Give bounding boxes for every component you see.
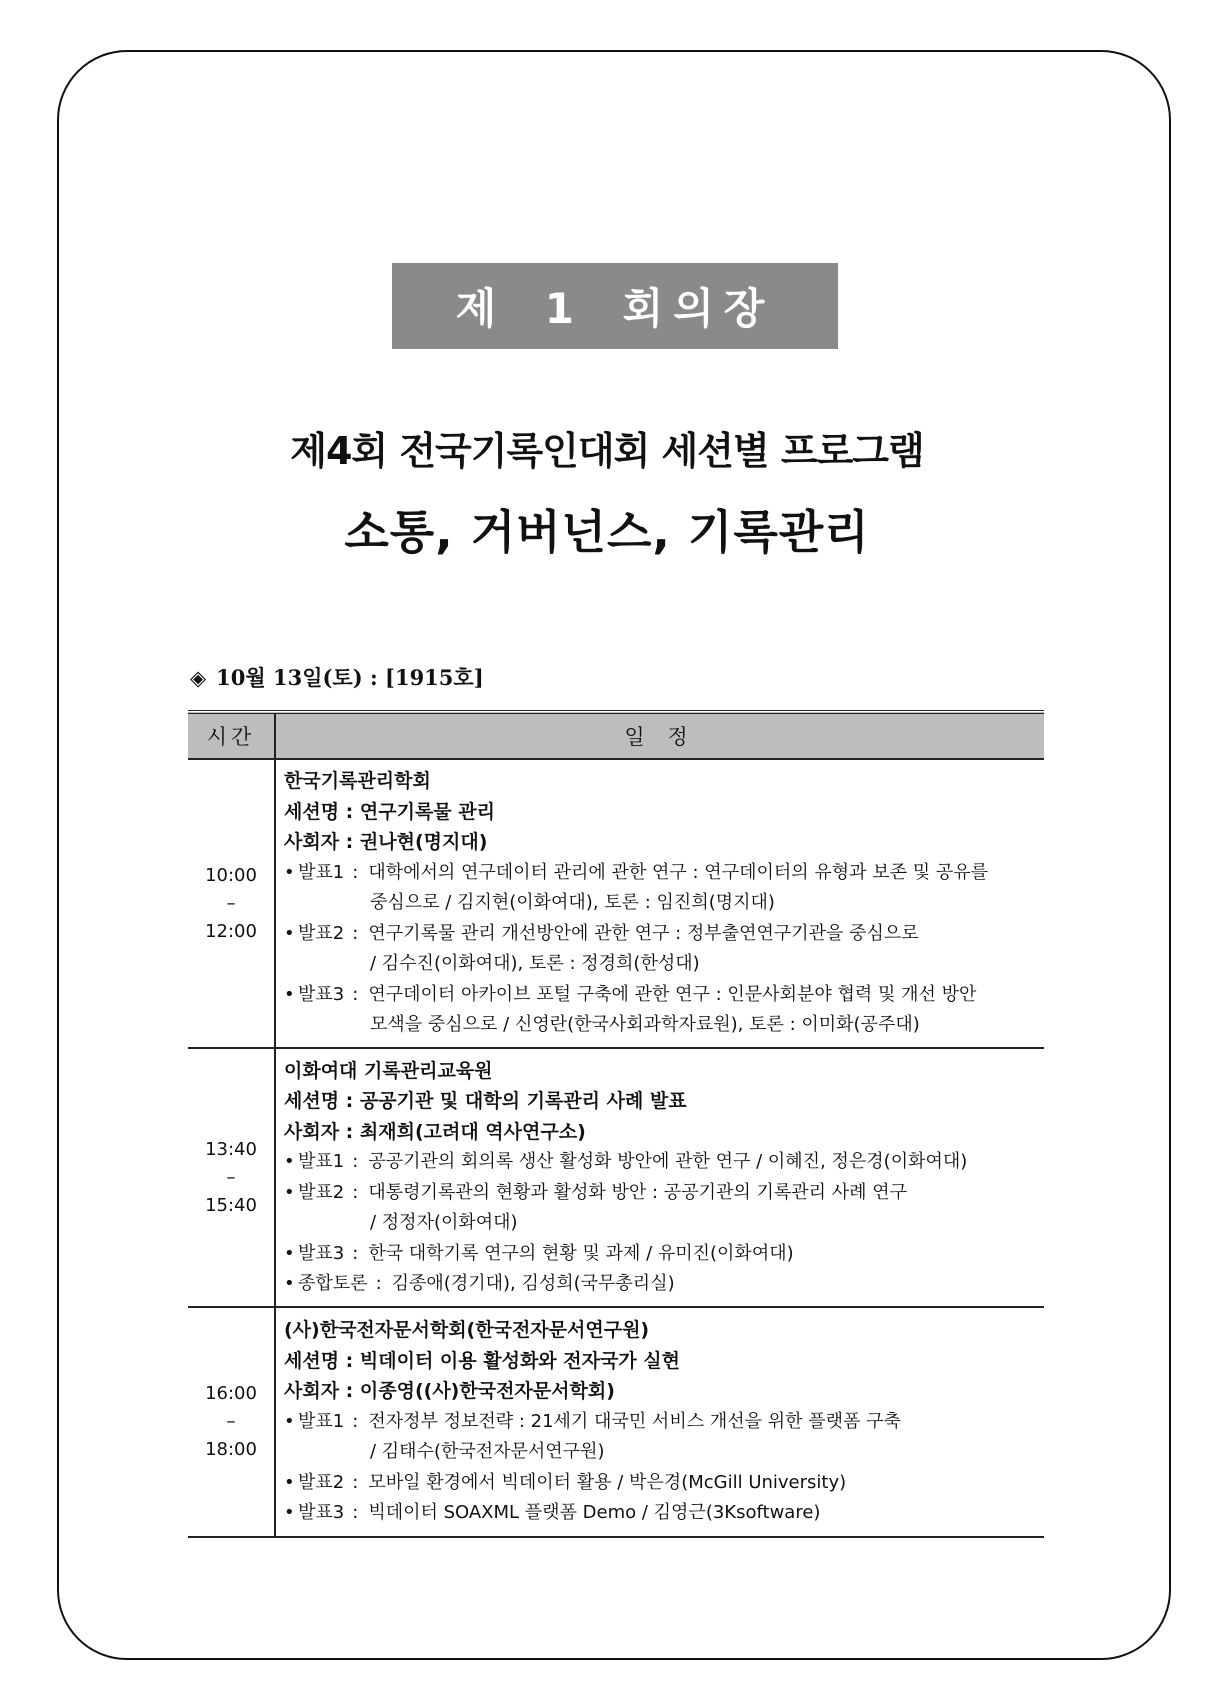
list-item: • 발표1 : 공공기관의 회의록 생산 활성화 방안에 관한 연구 / 이혜진, 정은경(이화여대) <box>284 1147 1044 1178</box>
time-end: 18:00 <box>205 1439 257 1460</box>
organizer: 이화여대 기록관리교육원 <box>284 1059 493 1082</box>
session-name: 세션명 : 공공기관 및 대학의 기록관리 사례 발표 <box>284 1090 687 1112</box>
moderator: 사회자 : 최재희(고려대 역사연구소) <box>284 1120 586 1143</box>
moderator: 사회자 : 이종영((사)한국전자문서학회) <box>284 1380 615 1403</box>
item-text: 연구기록물 관리 개선방안에 관한 연구 : 정부출연연구기관을 중심으로 <box>368 922 919 944</box>
item-label: 발표2 <box>298 1181 345 1203</box>
time-end: 12:00 <box>205 920 257 942</box>
time-start: 10:00 <box>205 864 257 886</box>
list-item: • 발표2 : 대통령기록관의 현황과 활성화 방안 : 공공기관의 기록관리 사례 연구 <box>284 1178 1044 1209</box>
time-cell <box>188 1307 275 1537</box>
organizer: (사)한국전자문서학회(한국전자문서연구원) <box>284 1319 650 1342</box>
list-item: • 발표1 : 전자정부 정보전략 : 21세기 대국민 서비스 개선을 위한 플랫폼 구축 <box>284 1407 1044 1438</box>
item-label: 종합토론 <box>298 1273 368 1294</box>
item-continuation: 중심으로 / 김지현(이화여대), 토론 : 임진희(명지대) <box>370 892 775 914</box>
schedule-cell <box>275 1307 1044 1537</box>
program-title: 제4회 전국기록인대회 세션별 프로그램 <box>290 429 924 473</box>
program-subtitle: 소통, 거버넌스, 기록관리 <box>344 505 870 559</box>
time-cell <box>188 1048 275 1307</box>
item-text: 모바일 환경에서 빅데이터 활용 / 박은경(McGill University) <box>368 1471 847 1493</box>
item-label: 발표3 <box>298 1242 345 1264</box>
item-label: 발표1 <box>298 1410 345 1432</box>
date-line <box>190 662 484 692</box>
list-item: • 종합토론 : 김종애(경기대), 김성희(국무총리실) <box>284 1269 1044 1300</box>
date-text: 10월 13일(토) : [1915호] <box>216 665 484 690</box>
room-banner: 제 1 회의장 <box>392 263 838 349</box>
item-text: 빅데이터 SOAXML 플랫폼 Demo / 김영근(3Ksoftware) <box>368 1502 821 1524</box>
item-continuation: / 김수진(이화여대), 토론 : 정경희(한성대) <box>370 953 700 975</box>
item-label: 발표3 <box>298 983 345 1005</box>
time-start: 16:00 <box>205 1383 257 1404</box>
schedule-cell <box>275 759 1044 1048</box>
list-item: • 발표2 : 연구기록물 관리 개선방안에 관한 연구 : 정부출연연구기관을 중심으로 <box>284 919 1044 950</box>
item-text: 전자정부 정보전략 : 21세기 대국민 서비스 개선을 위한 플랫폼 구축 <box>368 1410 901 1432</box>
item-text: 대학에서의 연구데이터 관리에 관한 연구 : 연구데이터의 유형과 보존 및 공유를 <box>368 861 989 883</box>
time-separator: – <box>226 1411 236 1432</box>
time-separator: – <box>226 892 236 914</box>
list-item: • 발표3 : 한국 대학기록 연구의 현황 및 과제 / 유미진(이화여대) <box>284 1239 1044 1270</box>
session-name: 세션명 : 연구기록물 관리 <box>284 800 495 823</box>
item-label: 발표3 <box>298 1502 345 1524</box>
list-item: • 발표3 : 빅데이터 SOAXML 플랫폼 Demo / 김영근(3Ksoftware) <box>284 1498 1044 1529</box>
schedule-column-header: 일 정 <box>275 712 1044 759</box>
table-row <box>188 1307 1044 1537</box>
item-text: 김종애(경기대), 김성희(국무총리실) <box>391 1273 675 1294</box>
item-continuation: / 정정자(이화여대) <box>370 1212 518 1233</box>
item-text: 대통령기록관의 현황과 활성화 방안 : 공공기관의 기록관리 사례 연구 <box>368 1181 908 1203</box>
list-item: • 발표1 : 대학에서의 연구데이터 관리에 관한 연구 : 연구데이터의 유형과 보존 및 공유를 <box>284 858 1044 889</box>
session-name: 세션명 : 빅데이터 이용 활성화와 전자국가 실현 <box>284 1349 681 1372</box>
item-label: 발표2 <box>298 922 345 944</box>
diamond-icon: ◈ <box>190 665 207 690</box>
moderator: 사회자 : 권나현(명지대) <box>284 831 488 854</box>
time-separator: – <box>226 1166 236 1188</box>
list-item: • 발표2 : 모바일 환경에서 빅데이터 활용 / 박은경(McGill University) <box>284 1468 1044 1499</box>
item-label: 발표2 <box>298 1471 345 1493</box>
time-column-header: 시간 <box>188 712 275 759</box>
item-text: 한국 대학기록 연구의 현황 및 과제 / 유미진(이화여대) <box>368 1242 794 1264</box>
table-row <box>188 759 1044 1048</box>
organizer: 한국기록관리학회 <box>284 770 431 793</box>
time-start: 13:40 <box>205 1138 257 1160</box>
list-item: • 발표3 : 연구데이터 아카이브 포털 구축에 관한 연구 : 인문사회분야 협력 및 개선 방안 <box>284 980 1044 1011</box>
item-text: 연구데이터 아카이브 포털 구축에 관한 연구 : 인문사회분야 협력 및 개선 방안 <box>368 983 977 1005</box>
item-label: 발표1 <box>298 861 345 883</box>
item-text: 공공기관의 회의록 생산 활성화 방안에 관한 연구 / 이혜진, 정은경(이화여대) <box>368 1151 968 1172</box>
item-label: 발표1 <box>298 1151 345 1172</box>
table-row <box>188 1048 1044 1307</box>
schedule-cell <box>275 1048 1044 1307</box>
table-header-row <box>188 712 1044 759</box>
time-cell <box>188 759 275 1048</box>
item-continuation: 모색을 중심으로 / 신영란(한국사회과학자료원), 토론 : 이미화(공주대) <box>370 1014 920 1036</box>
item-continuation: / 김태수(한국전자문서연구원) <box>370 1441 605 1463</box>
schedule-table <box>188 710 1044 1538</box>
time-end: 15:40 <box>205 1194 257 1216</box>
